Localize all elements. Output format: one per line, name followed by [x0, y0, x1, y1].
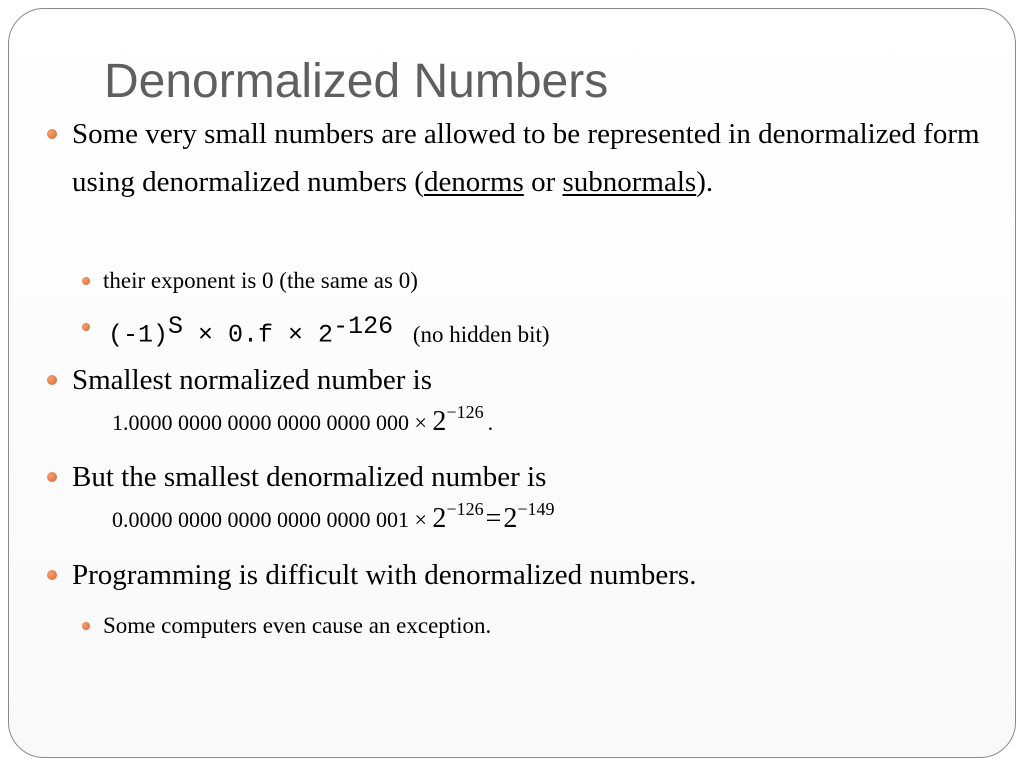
formula-mantissa: × 0.f × 2 — [183, 320, 334, 350]
sub-bullet-dot-icon — [82, 622, 90, 630]
math-base: 2 — [432, 503, 447, 534]
math-exponent: −126 — [446, 402, 484, 422]
sub-bullet-dot-icon — [82, 323, 90, 331]
formula-sign-exp: S — [168, 312, 184, 341]
bullet-smallest-normalized: Smallest normalized number is — [72, 364, 433, 396]
bullet-text-or: or — [523, 166, 563, 198]
bullet-text-end: ). — [696, 166, 714, 198]
math-mantissa: 1.0000 0000 0000 0000 0000 000 × — [112, 410, 427, 435]
bullet-smallest-denormalized: But the smallest denormalized number is — [72, 461, 547, 493]
bullet-dot-icon — [47, 570, 57, 580]
bullet-programming-difficult: Programming is difficult with denormalized numbers. — [72, 559, 697, 591]
bullet-dot-icon — [47, 375, 57, 385]
term-subnormals: subnormals — [562, 166, 697, 198]
math-base: 2 — [503, 503, 518, 534]
formula-note: (no hidden bit) — [412, 321, 550, 347]
bullet-text: Some very small numbers are allowed to be represented in denormalized form using denormalized numbers ( — [72, 118, 980, 198]
slide-title: Denormalized Numbers — [104, 55, 609, 108]
bullet-dot-icon — [47, 129, 57, 139]
bullet-denorm-intro — [72, 110, 992, 206]
math-mantissa: 0.0000 0000 0000 0000 0000 001 × — [112, 507, 427, 532]
math-exponent: −126 — [446, 499, 484, 519]
formula-exponent: -126 — [333, 312, 394, 341]
sub-bullet-exponent-zero: their exponent is 0 (the same as 0) — [103, 268, 418, 293]
sub-bullet-denorm-formula — [108, 312, 550, 351]
math-smallest-denormalized — [112, 499, 555, 535]
math-equals: = — [485, 503, 502, 534]
term-denorms: denorms — [423, 166, 524, 198]
sub-bullet-exception: Some computers even cause an exception. — [103, 613, 492, 638]
math-exponent: −149 — [517, 499, 555, 519]
bullet-dot-icon — [47, 472, 57, 482]
formula-sign: (-1) — [108, 320, 169, 350]
math-period: . — [487, 410, 494, 435]
math-base: 2 — [432, 406, 447, 437]
sub-bullet-dot-icon — [82, 277, 90, 285]
math-smallest-normalized — [112, 402, 494, 438]
